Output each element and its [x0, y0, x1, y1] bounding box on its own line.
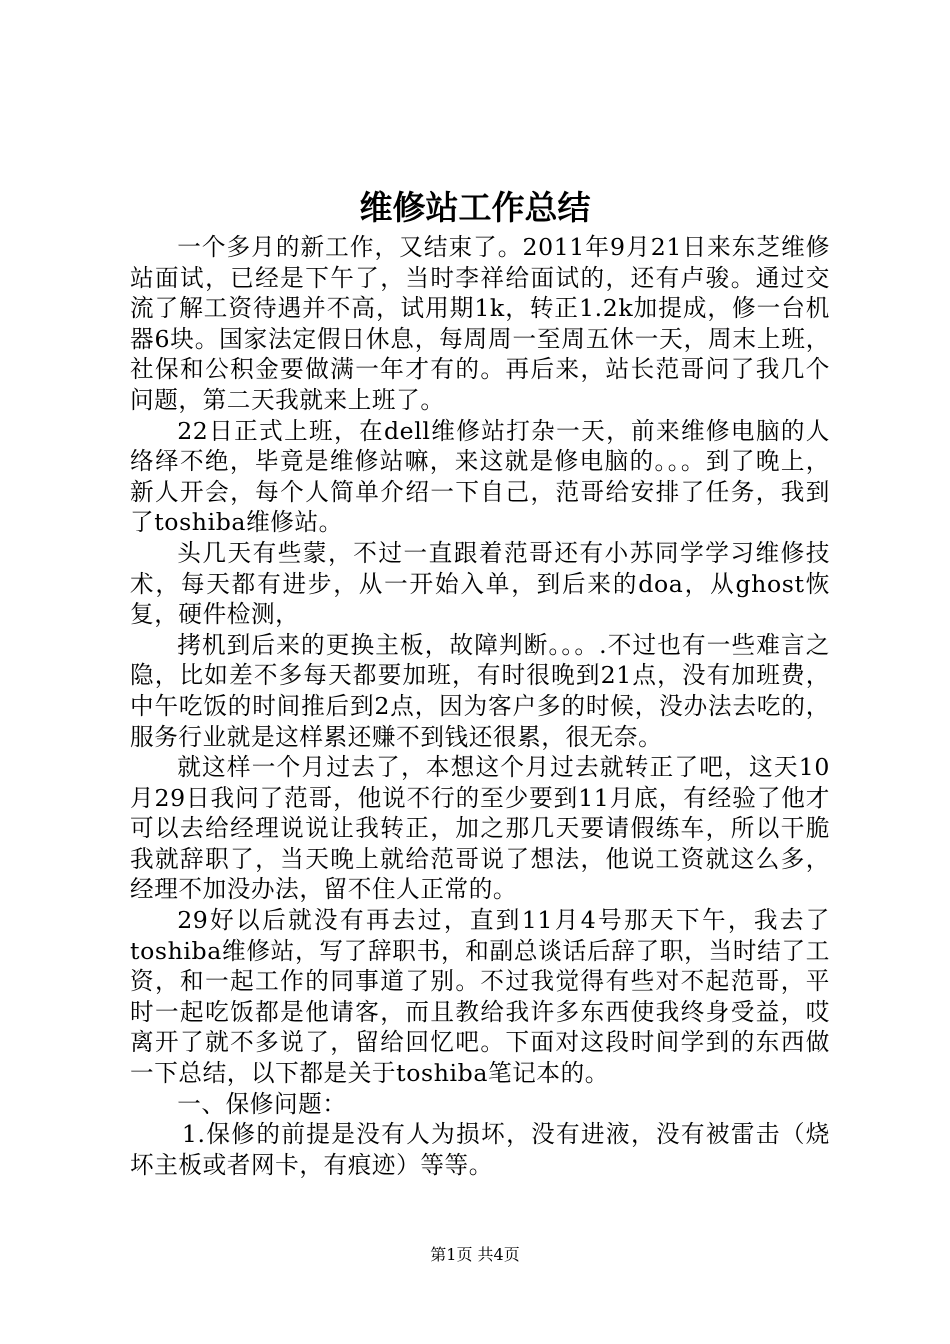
- paragraph-learning: 头几天有些蒙，不过一直跟着范哥还有小苏同学学习维修技术，每天都有进步，从一开始入单，到后来的doa，从ghost恢复，硬件检测，: [130, 538, 830, 629]
- list-item-warranty-1: 1.保修的前提是没有人为损坏，没有进液，没有被雷击（烧坏主板或者网卡，有痕迹）等等。: [130, 1120, 830, 1179]
- paragraph-resignation-decision: 就这样一个月过去了，本想这个月过去就转正了吧，这天10月29日我问了范哥，他说不行的至少要到11月底，有经验了他才可以去给经理说说让我转正，加之那几天要请假练车，所以干脆我就辞职了，当天晚上就给范哥说了想法，他说工资就这么多，经理不加没办法，留不住人正常的。: [130, 753, 830, 904]
- paragraph-intro: 一个多月的新工作，又结束了。2011年9月21日来东芝维修站面试，已经是下午了，当时李祥给面试的，还有卢骏。通过交流了解工资待遇并不高，试用期1k，转正1.2k加提成，修一台机器6块。国家法定假日休息，每周周一至周五休一天，周末上班，社保和公积金要做满一年才有的。再后来，站长范哥问了我几个问题，第二天我就来上班了。: [130, 233, 830, 414]
- page-footer: 第1页 共4页: [430, 1245, 520, 1264]
- paragraph-leaving: 29好以后就没有再去过，直到11月4号那天下午，我去了toshiba维修站，写了辞职书，和副总谈话后辞了职，当时结了工资，和一起工作的同事道了别。不过我觉得有些对不起范哥，平时一起吃饭都是他请客，而且教给我许多东西使我终身受益，哎离开了就不多说了，留给回忆吧。下面对这段时间学到的东西做一下总结，以下都是关于toshiba笔记本的。: [130, 906, 830, 1088]
- document-title: 维修站工作总结: [359, 188, 591, 227]
- paragraph-difficulties: 拷机到后来的更换主板，故障判断。。。.不过也有一些难言之隐，比如差不多每天都要加班，有时很晚到21点，没有加班费，中午吃饭的时间推后到2点，因为客户多的时候，没办法去吃的，服务行业就是这样累还赚不到钱还很累，很无奈。: [130, 630, 830, 751]
- paragraph-first-day: 22日正式上班，在dell维修站打杂一天，前来维修电脑的人络绎不绝，毕竟是维修站嘛，来这就是修电脑的。。。到了晚上，新人开会，每个人简单介绍一下自己，范哥给安排了任务，我到了toshiba维修站。: [130, 416, 830, 537]
- document-body: [130, 232, 830, 1180]
- section-heading-warranty: 一、保修问题：: [177, 1089, 347, 1118]
